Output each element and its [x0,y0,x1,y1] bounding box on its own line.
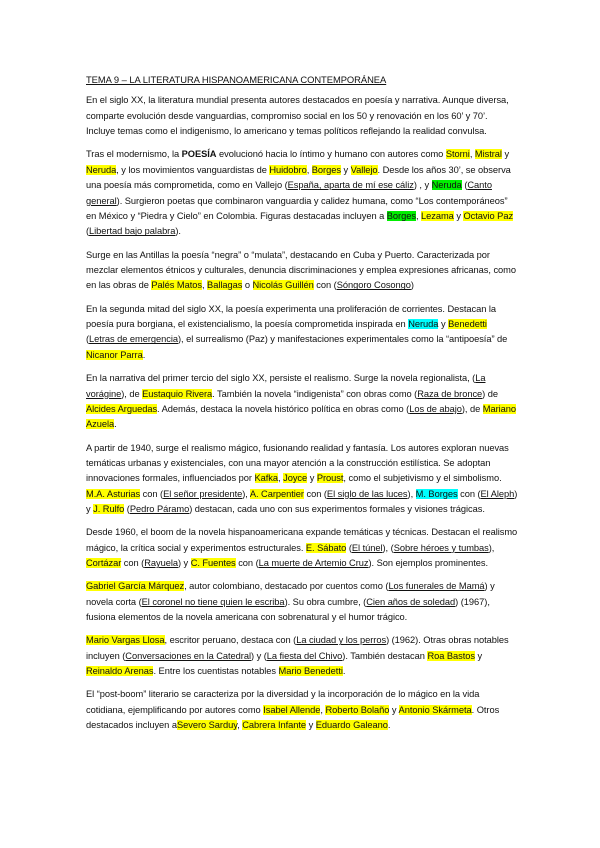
work-title: Letras de emergencia [89,334,178,345]
text-run: o [242,280,253,291]
text-run: , [278,473,284,484]
text-run: . [387,720,391,731]
text-run: En la segunda mitad del siglo XX, la poesía experimenta una proliferación de corrientes. Destacan la poesía pura borgiana, el existencialismo, la poesía comprometida inspirada en [86,303,496,330]
highlighted-name: Mistral [474,149,502,160]
work-title: Raza de bronce [417,388,483,399]
highlighted-name: Kafka [254,473,279,484]
text-run: El “post-boom” literario se caracteriza por la diversidad y la incorporación de lo mágico en la vida cotidiana, ejemplificando por autores como [86,689,480,715]
highlighted-name: Eduardo Galeano [315,720,388,731]
paragraph [86,441,518,518]
text-run: A partir de 1940, surge el realismo mágico, fusionando realidad y fantasía. Los autores exploran nuevas temáticas urbanas y existenciales, con una mayor atención a la construcción estilística. Se adoptan innovaciones formales, influenciados por [86,442,509,484]
text-run: , como el subjetivismo y el simbolismo. [343,473,502,484]
highlighted-name: Mario Vargas Llosa [86,635,165,646]
text-run: con ( [313,280,337,291]
text-run: con ( [303,488,327,499]
highlighted-name: Storni [445,149,470,160]
text-run: , [306,164,312,175]
text-run: ) (1967), fusiona elementos de la novela americana con sobrenatural y el humor trágico. [86,596,490,623]
highlighted-name: Lezama [421,211,454,222]
highlighted-name: Gabriel García Márquez [86,581,185,592]
highlighted-name: Benedetti [448,319,487,330]
highlighted-name: Huidobro [269,164,307,175]
highlighted-name: Neruda [408,319,439,330]
text-run: Surge en las Antillas la poesía “negra” o “mulata”, destacando en Cuba y Puerto. Caracterizada por mezclar elementos étnicos y culturales, denuncia discriminaciones y emplea expresiones africanas, como en las obras de [86,249,516,291]
work-title: El Aleph [480,488,515,499]
text-run: , [469,149,475,160]
paragraph [86,302,518,364]
highlighted-name: Nicolás Guillén [252,280,314,291]
highlighted-name: Nicanor Parra [86,349,143,360]
work-title: Sóngoro Cosongo [336,280,411,291]
work-title: Libertad bajo palabra [89,226,176,237]
highlighted-name: Severo Sarduy [176,720,238,731]
text-run: con ( [121,558,145,569]
highlighted-name: M.A. Asturias [86,488,141,499]
paragraph [86,579,518,625]
text-run: y [306,720,316,731]
highlighted-name: Mariano Azuela [86,403,517,430]
text-run: con ( [235,558,259,569]
highlighted-name: Octavio Paz [463,211,514,222]
paragraph [86,93,518,139]
paragraph [86,371,518,433]
work-title: La vorágine [86,373,486,399]
highlighted-name: Roberto Bolaño [325,704,390,715]
highlighted-name: Antonio Skármeta [398,704,472,715]
text-run: , [320,704,326,715]
work-title: La ciudad y los perros [296,635,387,646]
text-run: En el siglo XX, la literatura mundial presenta autores destacados en poesía y narrativa. Aunque diversa, comparte evolución desde vanguardias, compromiso social en los 50 y renovación en los 60’ y 70’. Incluye temas como el indigenismo, lo americano y temas políticos reflejando la realidad convulsa. [86,95,509,137]
paragraph [86,687,518,733]
highlighted-name: Eustaquio Rivera [142,388,213,399]
work-title: El siglo de las luces [326,488,408,499]
text-run: Tras el modernismo, la [86,149,182,160]
highlighted-name: Neruda [86,164,117,175]
paragraph [86,147,518,239]
work-title: Canto general [86,180,492,206]
text-run: ) y ( [250,650,267,661]
highlighted-name: M. Borges [415,488,458,499]
text-run: ) y [86,488,518,515]
work-title: El coronel no tiene quien le escriba [141,596,285,607]
text-run: ), de [121,388,143,399]
text-run: y [389,704,399,715]
document-body [86,72,518,741]
text-run: ( [124,504,130,515]
text-run: . Entre los cuentistas notables [153,666,279,677]
text-run: ). [175,226,181,237]
text-run: . Además, destaca la novela histórico política en obras como ( [157,403,410,414]
highlighted-name: Borges [311,164,341,175]
work-title: Los funerales de Mamá [388,581,485,592]
highlighted-name: Ballagas [207,280,243,291]
text-run: Desde 1960, el boom de la novela hispanoamericana expande temáticas y técnicas. Destacan el realismo mágico, la crítica social y experimentos estructurales. [86,527,518,553]
text-run: ), el surrealismo (Paz) y manifestaciones experimentales como la “antipoesía” de [177,334,508,345]
text-run: ), [242,488,250,499]
text-run: , y los movimientos vanguardistas de [116,164,270,175]
work-title: El túnel [351,542,383,553]
text-run: y [501,149,510,160]
text-run: . Desde los años 30’, se observa una poesía más comprometida, como en Vallejo ( [86,164,511,191]
text-run: ) destacan, cada uno con sus experimentos formales y visiones trágicas. [189,504,485,515]
text-run: ), [488,542,495,553]
paragraph [86,525,518,571]
text-run: evolucionó hacia lo íntimo y humano con autores como [216,149,446,160]
text-run: y [307,473,317,484]
text-run: ). También destacan [342,650,428,661]
text-run: ) (1962). Otras obras notables incluyen ( [86,635,509,661]
work-title: El señor presidente [163,488,243,499]
work-title: La fiesta del Chivo [266,650,343,661]
text-run: ). Surgieron poetas que combinaron vanguardia y calidez humana, como “Los contemporáneos” en México y “Piedra y Cielo” en Colombia. Figuras destacadas incluyen a [86,195,508,222]
highlighted-name: Joyce [283,473,308,484]
work-title: Rayuela [144,558,178,569]
text-run: ), [407,488,416,499]
highlighted-name: Mario Benedetti [278,666,343,677]
work-title: Sobre héroes y tumbas [393,542,489,553]
text-run: y [438,319,449,330]
text-run: ), de [461,403,483,414]
highlighted-name: Isabel Allende [263,704,321,715]
highlighted-name: A. Carpentier [249,488,304,499]
text-run: y [475,650,483,661]
highlighted-name: Vallejo [350,164,378,175]
work-title: Conversaciones en la Catedral [125,650,251,661]
text-run: ). Son ejemplos prominentes. [368,558,489,569]
document-title: TEMA 9 – LA LITERATURA HISPANOAMERICANA CONTEMPORÁNEA [86,74,387,85]
text-run: y [340,164,351,175]
text-run: con ( [140,488,164,499]
text-run: . [114,419,117,430]
text-run: , [201,280,208,291]
highlighted-name: Borges [386,211,416,222]
text-run: ( [346,542,352,553]
text-run: ( [461,180,468,191]
text-run: , [415,211,422,222]
highlighted-name: Palés Matos [151,280,202,291]
work-title: España, aparta de mí ese cáliz [287,180,414,191]
highlighted-name: Neruda [431,180,462,191]
work-title: Los de abajo [409,403,462,414]
text-run: , [237,720,243,731]
work-title: La muerte de Artemio Cruz [258,558,369,569]
highlighted-name: E. Sábato [305,542,347,553]
highlighted-name: J. Rulfo [93,504,125,515]
highlighted-name: Proust [316,473,344,484]
text-run: ( [86,334,90,345]
work-title: Cien años de soledad [366,596,456,607]
text-run: , escritor peruano, destaca con ( [164,635,297,646]
text-run: ) y [177,558,191,569]
highlighted-name: Cortázar [86,558,122,569]
text-run: ) , y [413,180,432,191]
highlighted-name: Roa Bastos [427,650,475,661]
highlighted-name: C. Fuentes [190,558,236,569]
paragraph [86,633,518,679]
paragraph-list [86,93,518,733]
text-run: ) de [482,388,498,399]
highlighted-name: Cabrera Infante [242,720,307,731]
text-run: con ( [457,488,481,499]
text-run: . [142,349,146,360]
text-run: ( [86,226,90,237]
text-run: En la narrativa del primer tercio del siglo XX, persiste el realismo. Surge la novela regionalista, ( [86,373,476,384]
text-run: ) [410,280,414,291]
bold-term: POESÍA [181,149,217,160]
text-run: ). Su obra cumbre, ( [284,596,367,607]
text-run: ), ( [382,542,394,553]
text-run: . Otros destacados incluyen a [86,704,500,731]
paragraph [86,248,518,294]
text-run: , autor colombiano, destacado por cuentos como ( [184,581,389,592]
highlighted-name: Reinaldo Arenas [86,666,154,677]
highlighted-name: Alcides Arguedas [86,403,158,414]
text-run: ) y novela corta ( [86,581,495,607]
text-run: . También la novela “indigenista” con obras como ( [212,388,418,399]
text-run: . [342,666,346,677]
text-run: y [453,211,464,222]
work-title: Pedro Páramo [129,504,190,515]
